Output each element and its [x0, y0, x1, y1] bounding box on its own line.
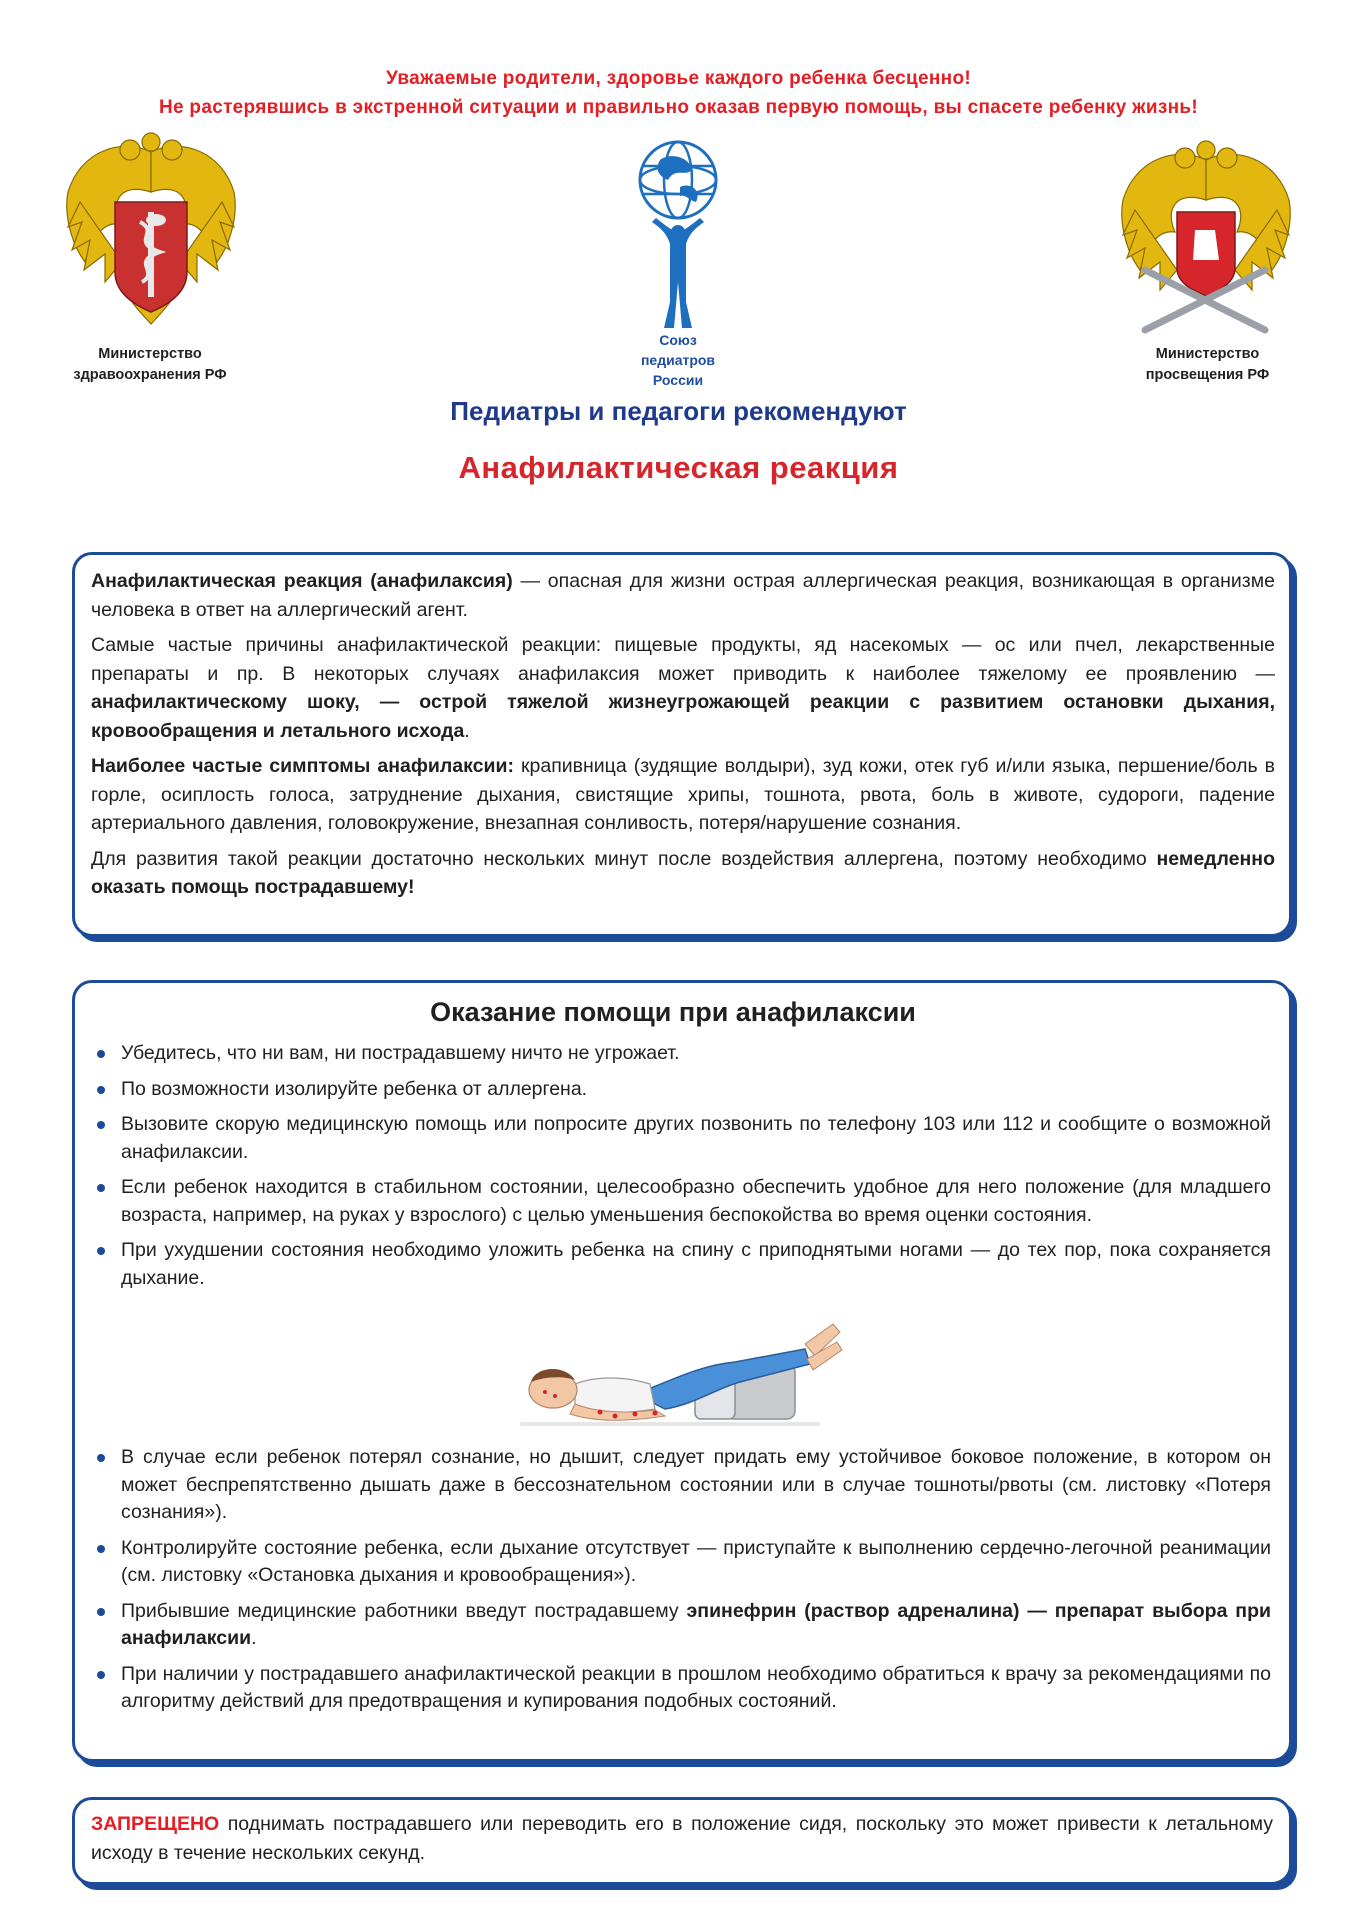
help-box [72, 980, 1292, 1762]
header-line-2: Не растерявшись в экстренной ситуации и правильно оказав первую помощь, вы спасете ребенку жизнь! [158, 97, 1199, 118]
list-item: При наличии у пострадавшего анафилактической реакции в прошлом необходимо обратиться к врачу за рекомендациями по алгоритму действий для предотвращения и купирования подобных состояний. [75, 1661, 1271, 1716]
bullet-icon [97, 1121, 105, 1129]
bullet-icon [97, 1608, 105, 1616]
list-item: Если ребенок находится в стабильном состоянии, целесообразно обеспечить удобное для него положение (для младшего возраста, например, на руках у взрослого) с целью уменьшения беспокойства во время оценки состояния. [75, 1174, 1271, 1229]
list-item: Прибывшие медицинские работники введут пострадавшему эпинефрин (раствор адреналина) — препарат выбора при анафилаксии. [75, 1598, 1271, 1653]
bullet-icon [97, 1247, 105, 1255]
info-paragraph-definition: Анафилактическая реакция (анафилаксия) — опасная для жизни острая аллергическая реакция, возникающая в организме человека в ответ на аллергический агент. [91, 570, 1275, 621]
bullet-icon [97, 1454, 105, 1462]
bullet-icon [97, 1671, 105, 1679]
bullet-icon [97, 1184, 105, 1192]
help-title: Оказание помощи при анафилаксии [430, 997, 916, 1027]
child-raised-legs-illustration-icon [515, 1304, 855, 1434]
list-item: В случае если ребенок потерял сознание, но дышит, следует придать ему устойчивое боковое положение, в котором он может беспрепятственно дышать даже в бессознательном состоянии или в случае тошноты/рвоты (см. листовку «Потеря сознания»). [75, 1444, 1271, 1527]
ministry-education-label: Министерство просвещения РФ [1145, 346, 1270, 383]
help-list-top [75, 1040, 1271, 1292]
list-item: При ухудшении состояния необходимо уложить ребенка на спину с приподнятыми ногами — до тех пор, пока сохраняется дыхание. [75, 1237, 1271, 1292]
forbid-text: ЗАПРЕЩЕНО поднимать пострадавшего или переводить его в положение сидя, поскольку это может привести к летальному исходу в течение нескольких секунд. [91, 1813, 1273, 1864]
ministry-health-label: Министерство здравоохранения РФ [73, 346, 227, 383]
bullet-icon [97, 1545, 105, 1553]
page-title: Анафилактическая реакция [458, 450, 899, 485]
help-list-bottom [75, 1444, 1271, 1590]
info-box [72, 552, 1292, 937]
header-line-1: Уважаемые родители, здоровье каждого ребенка бесценно! [386, 68, 971, 89]
info-paragraph-urgency: Для развития такой реакции достаточно нескольких минут после воздействия аллергена, поэтому необходимо немедленно оказать помощь пострадавшему! [91, 847, 1275, 898]
info-paragraph-causes: Самые частые причины анафилактической реакции: пищевые продукты, яд насекомых — ос или пчел, лекарственные препараты и пр. В некоторых случаях анафилаксия может приводить к наиболее тяжелому ее проявлению — анафилактическому шоку, — острой тяжелой жизнеугрожающей реакции с развитием остановки дыхания, кровообращения и летального исхода. [91, 634, 1275, 742]
list-item: По возможности изолируйте ребенка от аллергена. [75, 1076, 1271, 1104]
pediatricians-union-logo-icon [630, 132, 726, 332]
ministry-education-emblem-icon [1115, 140, 1297, 340]
ministry-health-emblem-icon [60, 132, 242, 332]
bullet-icon [97, 1086, 105, 1094]
list-item: Убедитесь, что ни вам, ни пострадавшему ничто не угрожает. [75, 1040, 1271, 1068]
list-item: Вызовите скорую медицинскую помощь или попросите других позвонить по телефону 103 или 112 и сообщите о возможной анафилаксии. [75, 1111, 1271, 1166]
help-list-final [75, 1598, 1271, 1716]
pediatricians-union-label: Союз педиатров России [640, 332, 716, 388]
subtitle: Педиатры и педагоги рекомендуют [450, 396, 907, 426]
forbid-box [72, 1797, 1292, 1885]
info-paragraph-symptoms: Наиболее частые симптомы анафилаксии: крапивница (зудящие волдыри), зуд кожи, отек губ и/или языка, першение/боль в горле, осиплость голоса, затруднение дыхания, свистящие хрипы, тошнота, рвота, боль в животе, судороги, падение артериального давления, головокружение, внезапная сонливость, потеря/нарушение сознания. [91, 755, 1275, 834]
list-item: Контролируйте состояние ребенка, если дыхание отсутствует — приступайте к выполнению сердечно-легочной реанимации (см. листовку «Остановка дыхания и кровообращения»). [75, 1535, 1271, 1590]
bullet-icon [97, 1050, 105, 1058]
